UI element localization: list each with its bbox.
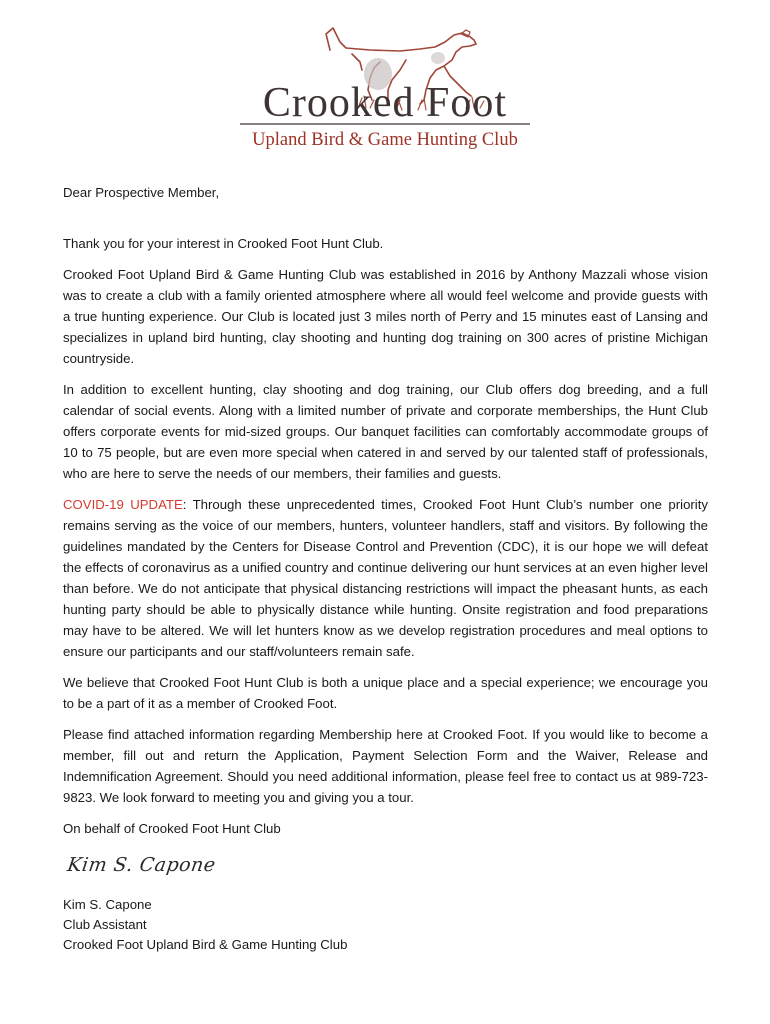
paragraph-membership: Please find attached information regarding Membership here at Crooked Foot. If you would like to become a member, fill out and return the Application, Payment Selection Form and the Waiver, Release and Indemnification Agreement. Should you need additional information, please feel free to contact us at 989-723-9823. We look forward to meeting you and giving you a tour.: [63, 727, 708, 805]
paragraph-history: Crooked Foot Upland Bird & Game Hunting Club was established in 2016 by Anthony Mazzali whose vision was to create a club with a family oriented atmosphere where all would feel welcome and provide guests with a true hunting experience. Our Club is located just 3 miles north of Perry and 15 minutes east of Lansing and specializes in upland bird hunting, clay shooting and hunting dog training on 300 acres of pristine Michigan countryside.: [63, 267, 708, 366]
covid-update-text: : Through these unprecedented times, Crooked Foot Hunt Club’s number one priority remains serving as the voice of our members, hunters, volunteer handlers, staff and visitors. By following the guidelines mandated by the Centers for Disease Control and Prevention (CDC), it is our hope we will defeat the effects of coronavirus as a unified country and continue delivering our hunt services at an even higher level than before. We do not anticipate that physical distancing restrictions will impact the pheasant hunts, as each hunting party should be able to physically distance while hunting. Onsite registration and food preparations may have to be altered. We will let hunters know as we develop registration procedures and meal options to ensure our participants and our staff/volunteers remain safe.: [63, 497, 708, 659]
signer-organization: Crooked Foot Upland Bird & Game Hunting Club: [63, 937, 348, 952]
paragraph-amenities: In addition to excellent hunting, clay shooting and dog training, our Club offers dog breeding, and a full calendar of social events. Along with a limited number of private and corporate memberships, the Hunt Club offers corporate events for mid-sized groups. Our banquet facilities can comfortably accommodate groups of 10 to 75 people, but are even more special when catered in and served by our talented staff of professionals, who are here to serve the needs of our members, their families and guests.: [63, 382, 708, 481]
paragraph-covid: [63, 494, 708, 662]
signature-block: [63, 895, 708, 955]
covid-update-label: COVID-19 UPDATE: [63, 497, 183, 512]
club-logo: [230, 20, 540, 150]
logo-title: Crooked Foot: [262, 80, 508, 126]
signer-name: Kim S. Capone: [63, 897, 152, 912]
paragraph-invitation: We believe that Crooked Foot Hunt Club is both a unique place and a special experience; we encourage you to be a part of it as a member of Crooked Foot.: [63, 675, 708, 711]
handwritten-signature: Kim S. Capone: [65, 854, 218, 876]
letter-body: [63, 182, 708, 955]
paragraph-thanks: Thank you for your interest in Crooked Foot Hunt Club.: [63, 236, 384, 251]
closing-line: On behalf of Crooked Foot Hunt Club: [63, 821, 281, 836]
logo-subtitle: Upland Bird & Game Hunting Club: [252, 130, 518, 150]
salutation: Dear Prospective Member,: [63, 185, 220, 200]
signer-title: Club Assistant: [63, 917, 147, 932]
